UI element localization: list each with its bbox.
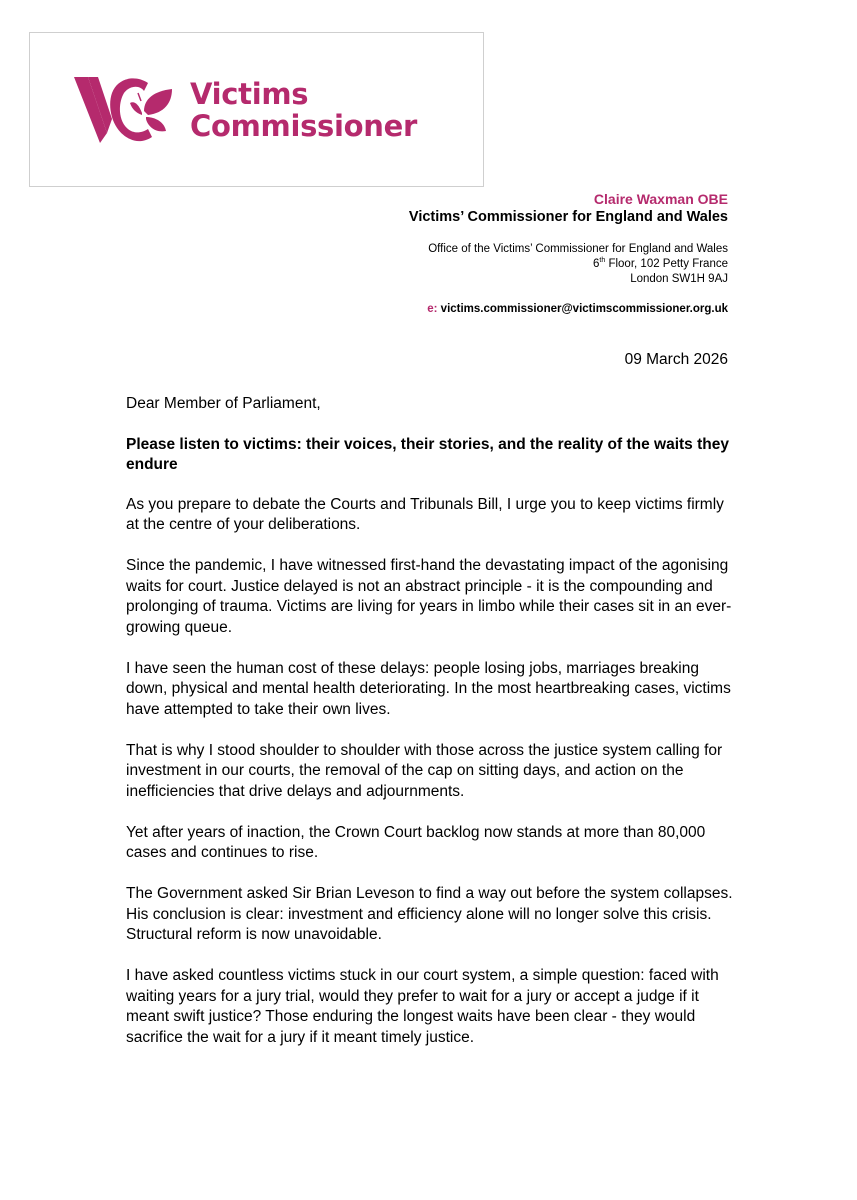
paragraph-1: As you prepare to debate the Courts and Tribunals Bill, I urge you to keep victims firmly at the centre of your deliberations. [126, 495, 724, 533]
letter-date: 09 March 2026 [624, 351, 728, 368]
email-link[interactable]: victims.commissioner@victimscommissioner.org.uk [440, 303, 728, 315]
floor-ordinal: th [599, 257, 606, 265]
paragraph-2: Since the pandemic, I have witnessed first-hand the devastating impact of the agonising waits for court. Justice delayed is not an abstract principle - it is the compounding and prolonging of trauma. Victims are living for years in limbo while their cases sit in an ever-growing queue. [126, 557, 732, 636]
sender-name: Claire Waxman OBE [593, 191, 728, 207]
logo-line-commissioner: Commissioner [190, 109, 417, 143]
paragraph-7: I have asked countless victims stuck in our court system, a simple question: faced with waiting years for a jury trial, would they prefer to wait for a jury or accept a judge if it meant swift justice? Those enduring the longest waits have been clear - they would sacrifice the wait for a jury if it meant timely justice. [126, 967, 719, 1046]
sender-block [268, 191, 728, 227]
sender-title: Victims’ Commissioner for England and Wales [408, 209, 728, 225]
paragraph-3: I have seen the human cost of these delays: people losing jobs, marriages breaking down, physical and mental health deteriorating. In the most heartbreaking cases, victims have attempted to take their own lives. [126, 659, 731, 718]
logo-wordmark [190, 78, 417, 142]
logo-line-victims: Victims [190, 77, 309, 111]
address-line-office: Office of the Victims’ Commissioner for England and Wales [428, 243, 728, 255]
paragraph-5: Yet after years of inaction, the Crown Court backlog now stands at more than 80,000 cases and continues to rise. [126, 823, 706, 861]
salutation: Dear Member of Parliament, [126, 395, 321, 412]
letter-body [126, 394, 738, 1069]
sender-email [427, 303, 728, 315]
floor-street: Floor, 102 Petty France [605, 258, 728, 270]
address-line-city: London SW1H 9AJ [630, 273, 728, 285]
paragraph-6: The Government asked Sir Brian Leveson to find a way out before the system collapses. His conclusion is clear: investment and efficiency alone will no longer solve this crisis. Structural reform is now unavoidable. [126, 885, 733, 943]
paragraph-4: That is why I stood shoulder to shoulder with those across the justice system calling for investment in our courts, the removal of the cap on sitting days, and action on the inefficiencies that drive delays and adjournments. [126, 741, 723, 800]
letter-heading: Please listen to victims: their voices, their stories, and the reality of the waits they endure [126, 435, 729, 473]
letterhead-logo [29, 32, 484, 187]
address-line-floor [268, 257, 728, 272]
email-label: e: [427, 303, 438, 315]
vc-butterfly-logo-icon [74, 73, 176, 147]
floor-number: 6 [593, 258, 600, 270]
sender-address [268, 242, 728, 287]
